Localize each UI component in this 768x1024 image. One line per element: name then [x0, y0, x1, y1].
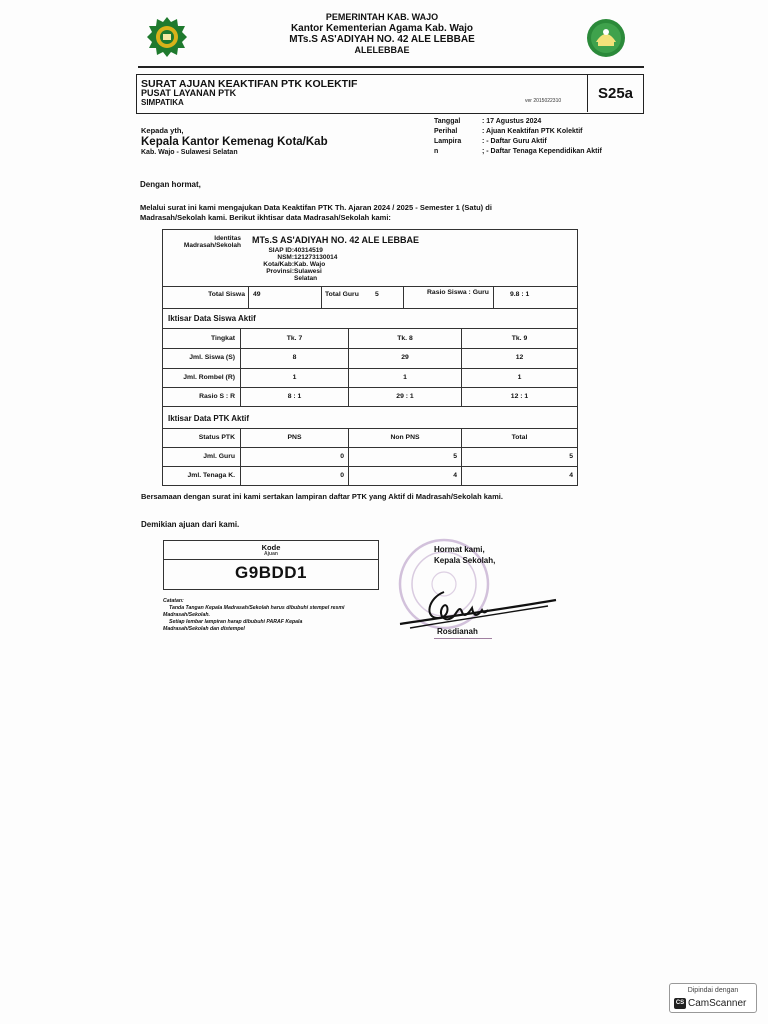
identity-key: NSM: [277, 254, 294, 261]
siswa-cell: 12 [515, 354, 524, 361]
ptk-header-cell: Status PTK [198, 434, 235, 441]
ptk-cell: 4 [569, 472, 573, 479]
form-code: S25a [587, 75, 643, 112]
meta-row [434, 117, 652, 127]
ptk-header-cell: Total [511, 434, 528, 441]
letterhead [250, 12, 514, 56]
note-line: Setiap lembar lampiran harap dibubuhi PARAF Kepala [169, 619, 303, 625]
ptk-section-title: Iktisar Data PTK Aktif [168, 414, 250, 423]
ptk-cell: 4 [453, 472, 457, 479]
form-version: ver 2015022310 [525, 98, 562, 104]
meta-value: : - Daftar Guru Aktif [482, 138, 547, 145]
intro-line: Madrasah/Sekolah kami. Berikut ikhtisar data Madrasah/Sekolah kami: [140, 213, 391, 222]
identity-key [252, 275, 294, 282]
siswa-cell: 8 [292, 354, 297, 361]
siswa-row-label: Rasio S : R [199, 393, 235, 400]
table-divider [493, 286, 494, 308]
scanner-caption: Dipindai dengan [687, 987, 739, 994]
siswa-cell: 1 [517, 374, 522, 381]
notes-title: Catatan: [163, 598, 184, 604]
note-line: Madrasah/Sekolah. [163, 612, 210, 618]
recipient-location: Kab. Wajo - Sulawesi Selatan [141, 149, 238, 156]
note-line: Tanda Tangan Kepala Madrasah/Sekolah harus dibubuhi stempel resmi [169, 605, 345, 611]
signer-underline [434, 638, 492, 639]
letter-meta [434, 117, 652, 157]
siswa-section-title: Iktisar Data Siswa Aktif [168, 314, 256, 323]
identity-value: 40314519 [294, 247, 323, 254]
school-data-table [162, 229, 578, 486]
identity-value: Sulawesi [294, 268, 322, 275]
siswa-cell: 12 : 1 [510, 393, 529, 400]
form-system: SIMPATIKA [141, 98, 184, 107]
table-divider [163, 308, 577, 309]
ptk-row-label: Jml. Guru [203, 453, 235, 460]
table-divider [321, 286, 322, 308]
meta-row [434, 147, 652, 157]
letterhead-government: PEMERINTAH KAB. WAJO [325, 12, 439, 22]
kemenag-emblem-icon [146, 16, 188, 58]
recipient-salutation: Kepada yth, [141, 126, 184, 135]
identity-value: Kab. Wajo [294, 261, 326, 268]
greeting: Dengan hormat, [140, 180, 201, 189]
ptk-cell: 0 [340, 453, 344, 460]
total-siswa-label: Total Siswa [208, 291, 245, 298]
total-guru-label: Total Guru [325, 291, 359, 298]
letterhead-village: ALELEBBAE [354, 45, 410, 55]
identity-key: Provinsi: [266, 268, 294, 275]
closing-attachment: Bersamaan dengan surat ini kami sertakan lampiran daftar PTK yang Aktif di Madrasah/Sekolah kami. [141, 492, 503, 501]
siswa-cell: 29 : 1 [396, 393, 414, 400]
identity-row [252, 261, 337, 268]
signer-name: Rosdianah [437, 627, 478, 636]
camscanner-watermark [669, 983, 757, 1013]
letterhead-school: MTs.S AS'ADIYAH NO. 42 ALE LEBBAE [289, 34, 475, 45]
school-name: MTs.S AS'ADIYAH NO. 42 ALE LEBBAE [252, 235, 420, 245]
identity-row [252, 268, 337, 275]
ptk-header-cell: Non PNS [390, 434, 420, 441]
siswa-header-cell: Tk. 7 [286, 335, 303, 342]
ptk-row-label: Jml. Tenaga K. [187, 472, 235, 479]
table-divider [163, 406, 577, 407]
ptk-cell: 0 [340, 472, 344, 479]
siswa-header-cell: Tk. 9 [511, 335, 528, 342]
siswa-row-label: Jml. Siswa (S) [189, 354, 235, 361]
recipient-block [141, 126, 328, 156]
siswa-header-cell: Tingkat [210, 335, 235, 342]
scanner-brand: CamScanner [688, 998, 747, 1009]
ptk-cell: 5 [569, 453, 573, 460]
meta-key: Perihal [434, 128, 458, 135]
identity-row [252, 247, 337, 254]
identity-row [252, 275, 337, 282]
ptk-cell: 5 [453, 453, 457, 460]
table-divider [163, 328, 577, 329]
meta-value: ; - Daftar Tenaga Kependidikan Aktif [482, 148, 602, 155]
note-line: Madrasah/Sekolah dan distempel [163, 626, 245, 632]
sign-role: Kepala Sekolah, [434, 556, 496, 565]
siswa-cell: 1 [292, 374, 297, 381]
siswa-cell: 1 [403, 374, 407, 381]
kode-divider [164, 559, 378, 560]
form-subtitle: PUSAT LAYANAN PTK [141, 88, 237, 98]
kode-label: Kode [261, 543, 281, 552]
identity-key: Kota/Kab: [263, 261, 294, 268]
table-divider [163, 466, 577, 467]
table-divider [163, 387, 577, 388]
meta-key: n [434, 148, 439, 155]
identity-row [252, 254, 337, 261]
table-divider [163, 428, 577, 429]
kode-value: G9BDD1 [235, 563, 307, 582]
meta-key: Lampira [434, 138, 462, 145]
kode-sublabel: Ajuan [264, 551, 278, 557]
ptk-header-cell: PNS [287, 434, 302, 441]
sign-closing: Hormat kami, [434, 545, 485, 554]
identity-key: SIAP ID: [268, 247, 294, 254]
letterhead-divider [138, 66, 644, 68]
meta-value: : 17 Agustus 2024 [482, 118, 542, 125]
meta-row [434, 137, 652, 147]
siswa-row-label: Jml. Rombel (R) [183, 374, 235, 381]
closing-remark: Demikian ajuan dari kami. [141, 520, 240, 529]
table-divider [403, 286, 404, 308]
rasio-siswa-guru-value: 9.8 : 1 [510, 291, 530, 298]
recipient-name: Kepala Kantor Kemenag Kota/Kab [141, 136, 328, 148]
form-title: SURAT AJUAN KEAKTIFAN PTK KOLEKTIF [141, 78, 358, 90]
table-divider [248, 286, 249, 308]
table-divider [163, 348, 577, 349]
identity-value: 121273130014 [294, 254, 338, 261]
identity-value: Selatan [294, 275, 318, 282]
sign-block [434, 544, 495, 566]
rasio-siswa-guru-label: Rasio Siswa : Guru [427, 289, 489, 296]
form-title-box [136, 74, 644, 114]
siswa-cell: 8 : 1 [287, 393, 302, 400]
kode-ajuan-box [163, 540, 379, 590]
table-divider [163, 447, 577, 448]
signature-icon [398, 588, 560, 630]
meta-row [434, 127, 652, 137]
meta-key: Tanggal [434, 118, 461, 125]
notes-block [163, 598, 403, 633]
madrasah-emblem-icon [586, 18, 626, 58]
siswa-cell: 29 [401, 354, 409, 361]
letterhead-office: Kantor Kementerian Agama Kab. Wajo [290, 23, 474, 34]
total-guru-value: 5 [375, 291, 379, 298]
meta-value: : Ajuan Keaktifan PTK Kolektif [482, 128, 583, 135]
camscanner-icon: CS [674, 998, 686, 1009]
table-divider [163, 286, 577, 287]
identity-label: Identitas Madrasah/Sekolah [183, 235, 241, 249]
siswa-header-cell: Tk. 8 [397, 335, 413, 342]
intro-paragraph [140, 203, 596, 223]
intro-line: Melalui surat ini kami mengajukan Data Keaktifan PTK Th. Ajaran 2024 / 2025 - Semester 1 (Satu) di [140, 203, 492, 212]
total-siswa-value: 49 [253, 291, 261, 298]
identity-details [252, 247, 337, 282]
table-divider [163, 368, 577, 369]
